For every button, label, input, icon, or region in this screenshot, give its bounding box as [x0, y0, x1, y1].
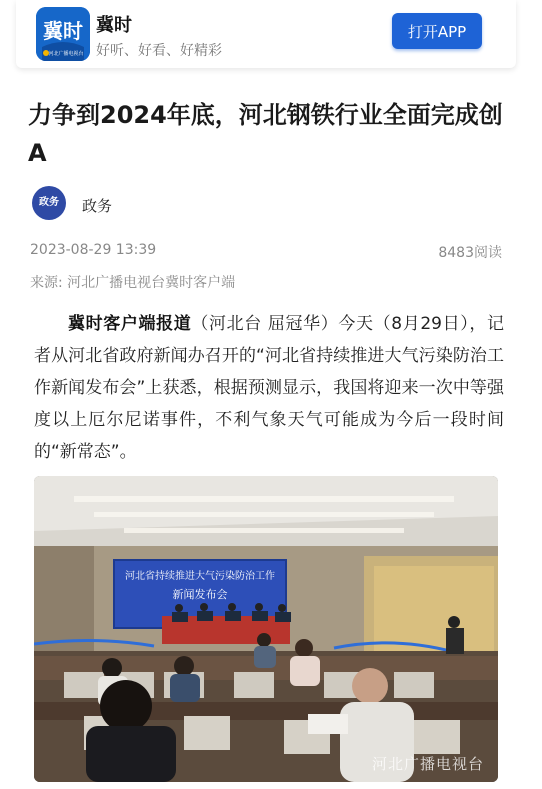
article-source: 来源: 河北广播电视台冀时客户端: [30, 275, 236, 291]
article-title: 力争到2024年底，河北钢铁行业全面完成创A: [28, 101, 503, 167]
read-count: 8483阅读: [438, 245, 502, 261]
app-slogan: 好听、好看、好精彩: [96, 43, 222, 59]
logo-caption: 河北广播电视台: [48, 51, 84, 57]
app-name: 冀时: [96, 15, 132, 36]
article-photo[interactable]: [34, 476, 498, 782]
article-body-text: （河北台 屈冠华）今天（8月29日），记者从河北省政府新闻办召开的“河北省持续推进大气污染防治工作新闻发布会”上获悉，根据预测显示，我国将迎来一次中等强度以上厄尔尼诺事件，不利气象天气可能成为今后一段时间的“新常态”。: [34, 314, 505, 462]
logo-wordmark: 冀时: [43, 19, 83, 43]
app-download-banner: [16, 0, 516, 68]
screen-title: 河北省持续推进大气污染防治工作: [125, 571, 275, 582]
screen-subtitle: 新闻发布会: [172, 588, 228, 601]
photo-watermark: 河北广播电视台: [371, 755, 484, 773]
publish-date: 2023-08-29 13:39: [30, 242, 157, 258]
app-logo: [36, 7, 90, 61]
article-body: [34, 308, 504, 468]
channel-name[interactable]: 政务: [82, 197, 113, 215]
channel-avatar[interactable]: 政务: [32, 186, 66, 220]
article-lead: 冀时客户端报道: [68, 314, 192, 334]
open-app-button[interactable]: 打开APP: [392, 13, 482, 49]
